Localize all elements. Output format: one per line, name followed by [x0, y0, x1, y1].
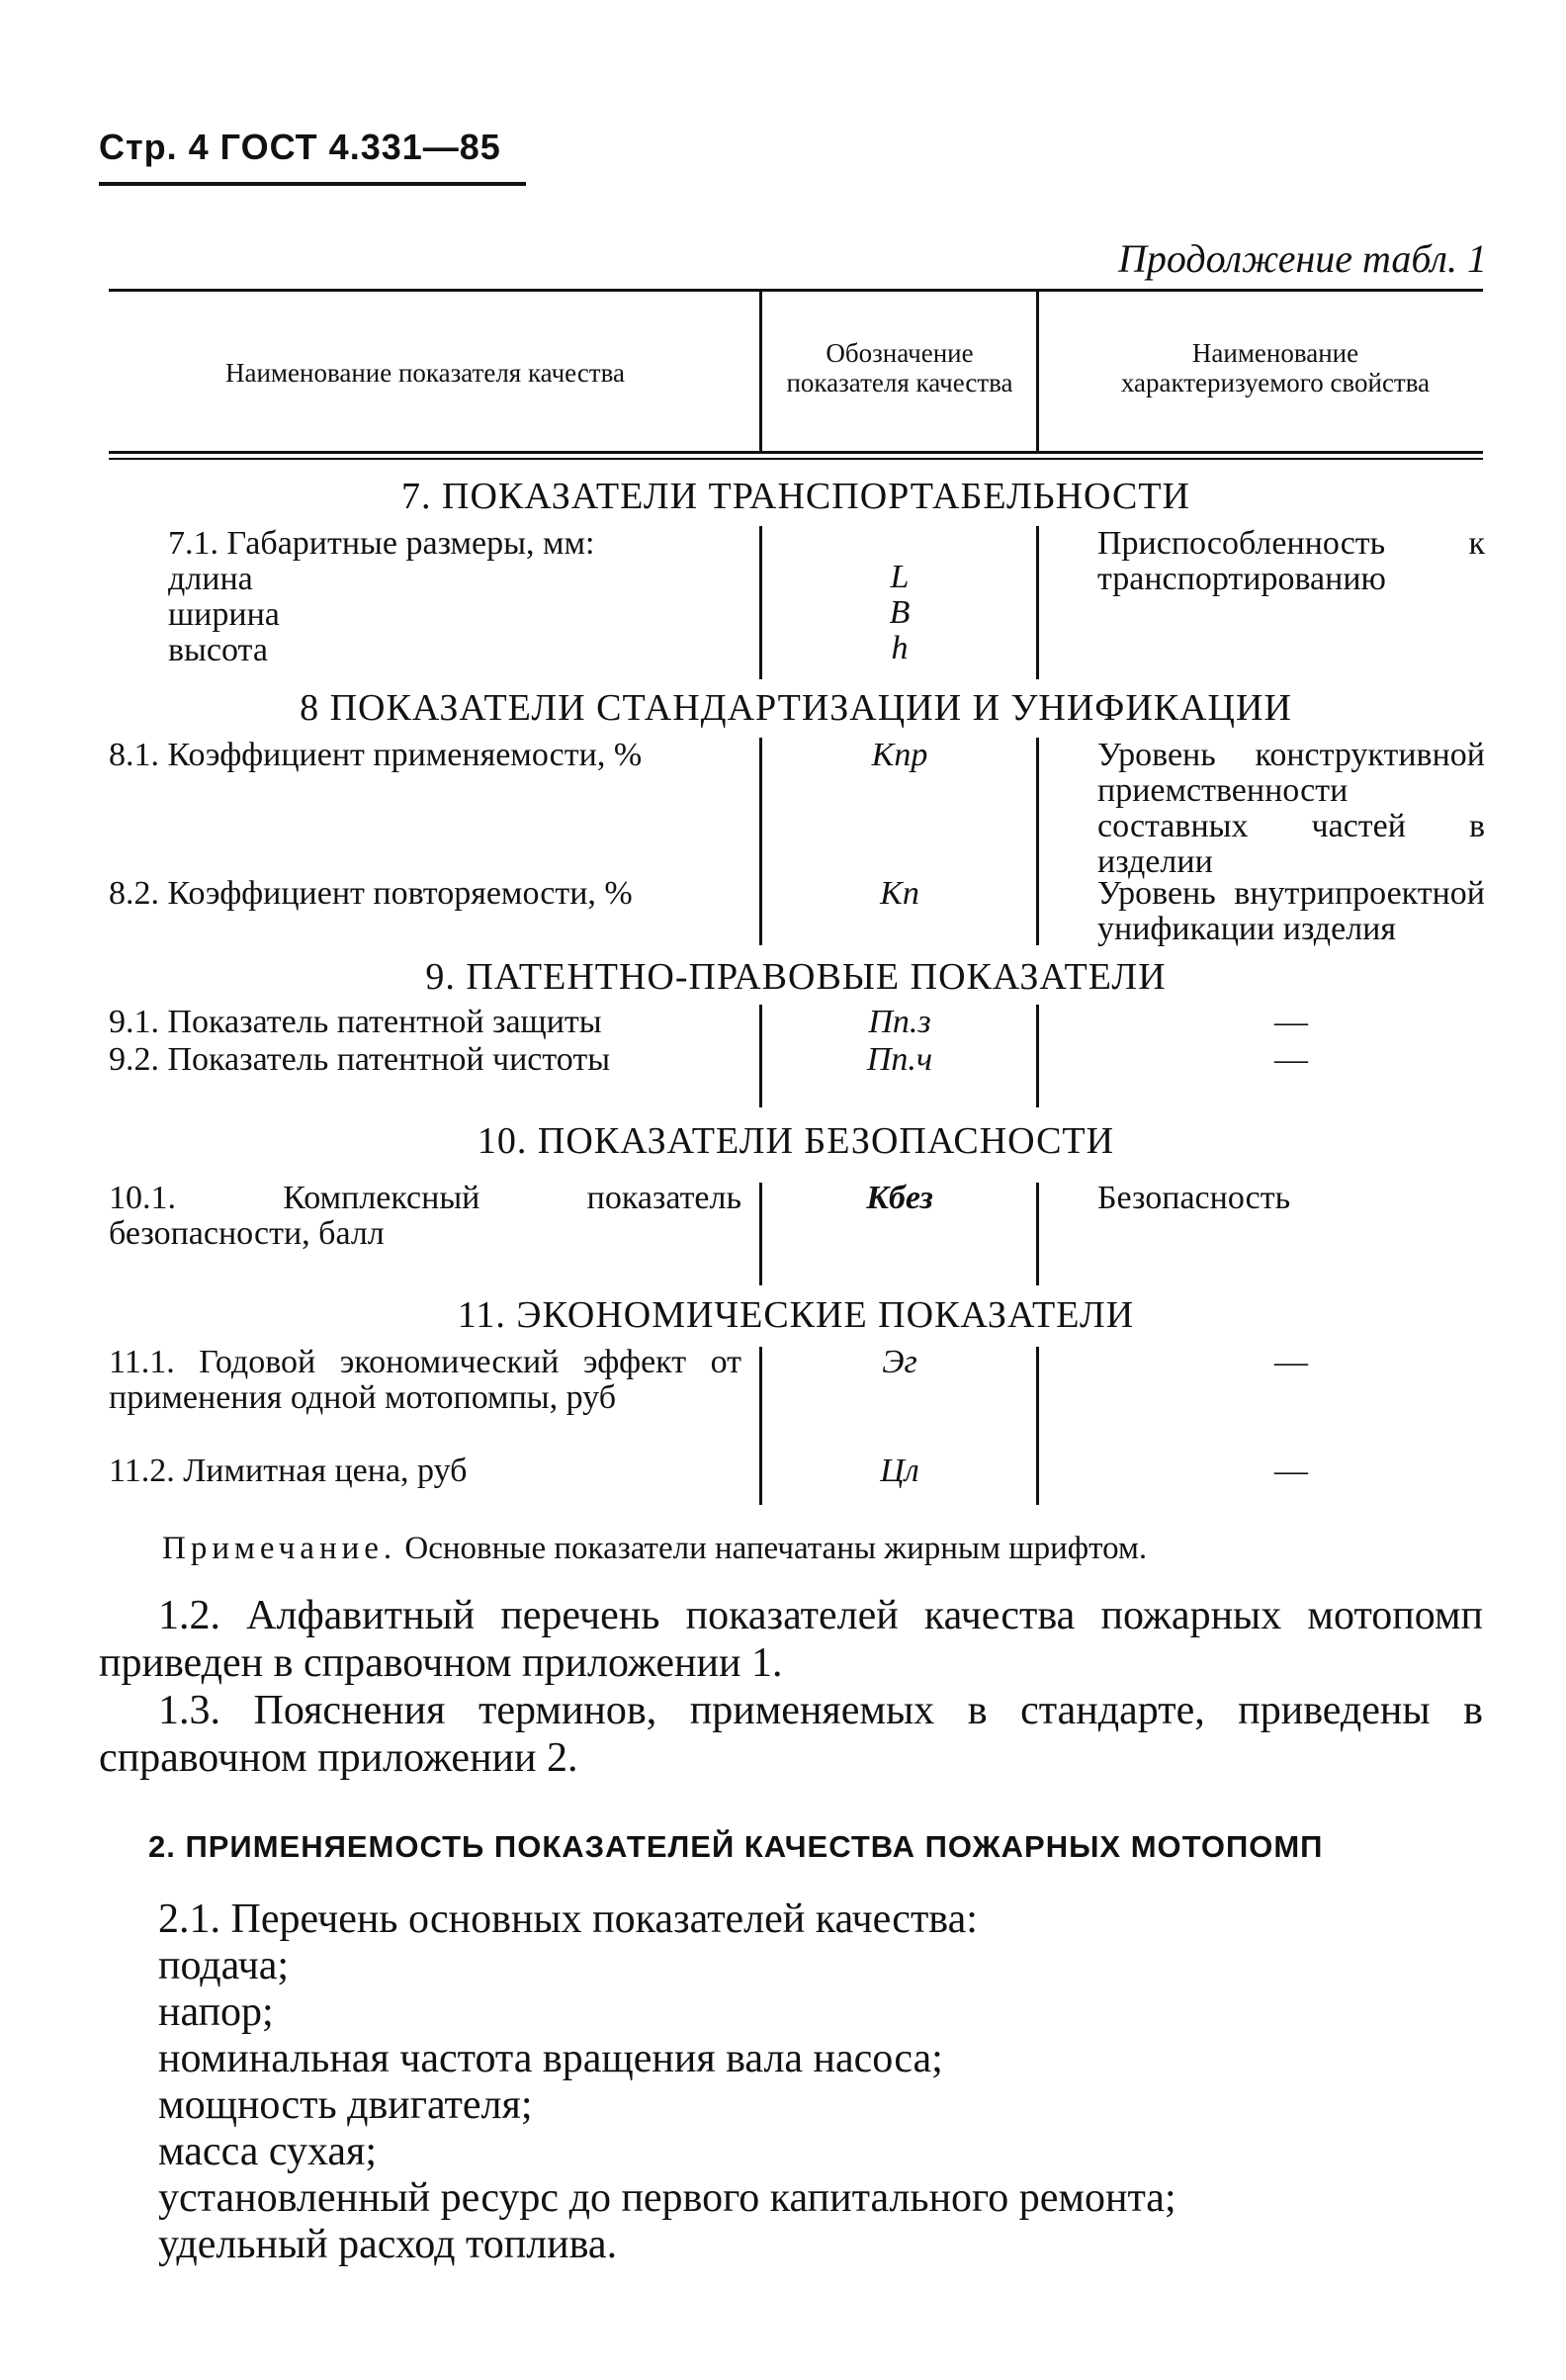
- note-text: Основные показатели напечатаны жирным шрифтом.: [404, 1531, 1148, 1566]
- divider-10-a: [759, 1183, 762, 1285]
- row-11-2-name: 11.2. Лимитная цена, руб: [109, 1453, 468, 1489]
- header-bottom-rule-2: [109, 458, 1483, 460]
- row-7-1-name: [109, 526, 741, 668]
- row-8-2-name: 8.2. Коэффициент повторяемости, %: [109, 875, 633, 912]
- row-7-1-property: Приспособленность к транспортированию: [1097, 525, 1485, 597]
- row-7-1-sub-height: высота: [168, 632, 268, 668]
- header-divider-1: [759, 291, 762, 451]
- list-item: установленный ресурс до первого капитального ремонта;: [158, 2175, 1176, 2221]
- list-item: мощность двигателя;: [158, 2082, 533, 2128]
- row-8-1-symbol: Kпр: [871, 737, 928, 773]
- list-item: масса сухая;: [158, 2129, 378, 2174]
- divider-7-a: [759, 526, 762, 679]
- note-label: Примечание.: [162, 1531, 397, 1566]
- section-title-10: 10. ПОКАЗАТЕЛИ БЕЗОПАСНОСТИ: [477, 1120, 1115, 1162]
- list-intro: 2.1. Перечень основных показателей качества:: [158, 1896, 978, 1942]
- col-header-name: Наименование показателя качества: [225, 358, 625, 388]
- table-continuation-label: Продолжение табл. 1: [1117, 236, 1487, 281]
- divider-8-a: [759, 738, 762, 945]
- symbol-height: h: [891, 630, 909, 666]
- divider-11-a: [759, 1347, 762, 1505]
- row-9-2-symbol: Пп.ч: [866, 1041, 933, 1078]
- header-divider-2: [1036, 291, 1039, 451]
- page-header: Стр. 4 ГОСТ 4.331—85: [99, 127, 501, 167]
- row-11-1-symbol: Эг: [882, 1344, 917, 1380]
- row-11-1-name: 11.1. Годовой экономический эффект от применения одной мотопомпы, руб: [109, 1344, 741, 1416]
- divider-9-b: [1036, 1005, 1039, 1107]
- header-underline: [99, 182, 526, 186]
- list-item: удельный расход топлива.: [158, 2222, 618, 2267]
- symbol-length: L: [890, 559, 910, 595]
- row-9-1-symbol: Пп.з: [868, 1004, 931, 1040]
- row-9-1-property: —: [1274, 1004, 1308, 1040]
- header-bottom-rule-1: [109, 451, 1483, 454]
- divider-8-b: [1036, 738, 1039, 945]
- row-10-1-name: 10.1. Комплексный показатель безопасности, балл: [109, 1180, 741, 1252]
- row-8-1-name: 8.1. Коэффициент применяемости, %: [109, 737, 643, 773]
- row-11-2-property: —: [1274, 1453, 1308, 1489]
- row-7-1-sub-width: ширина: [168, 596, 280, 633]
- row-9-2-property: —: [1274, 1041, 1308, 1078]
- divider-7-b: [1036, 526, 1039, 679]
- section-2-heading: 2. ПРИМЕНЯЕМОСТЬ ПОКАЗАТЕЛЕЙ КАЧЕСТВА ПОЖАРНЫХ МОТОПОМП: [148, 1829, 1324, 1864]
- row-8-2-symbol: Kп: [880, 875, 919, 912]
- section-title-8: 8 ПОКАЗАТЕЛИ СТАНДАРТИЗАЦИИ И УНИФИКАЦИИ: [300, 687, 1292, 729]
- section-title-7: 7. ПОКАЗАТЕЛИ ТРАНСПОРТАБЕЛЬНОСТИ: [401, 476, 1190, 517]
- paragraph-1-2: 1.2. Алфавитный перечень показателей качества пожарных мотопомп приведен в справочном приложении 1.: [99, 1593, 1483, 1686]
- row-11-2-symbol: Цл: [880, 1453, 919, 1489]
- row-7-1-symbols: [766, 560, 1033, 666]
- row-10-1-property: Безопасность: [1097, 1180, 1291, 1216]
- section-title-11: 11. ЭКОНОМИЧЕСКИЕ ПОКАЗАТЕЛИ: [457, 1294, 1135, 1336]
- symbol-width: B: [889, 594, 911, 631]
- row-9-2-name: 9.2. Показатель патентной чистоты: [109, 1041, 611, 1078]
- row-9-1-name: 9.1. Показатель патентной защиты: [109, 1004, 602, 1040]
- row-8-1-property: Уровень конструктивной приемственности составных частей в изделии: [1097, 737, 1485, 880]
- row-8-2-property: Уровень внутрипроектной унификации изделия: [1097, 875, 1485, 947]
- section-title-9: 9. ПАТЕНТНО-ПРАВОВЫЕ ПОКАЗАТЕЛИ: [425, 956, 1167, 998]
- list-item: номинальная частота вращения вала насоса;: [158, 2036, 943, 2081]
- divider-11-b: [1036, 1347, 1039, 1505]
- list-item: подача;: [158, 1943, 290, 1988]
- list-item: напор;: [158, 1989, 274, 2035]
- col-header-symbol: Обозначение показателя качества: [786, 338, 1013, 397]
- table-note: [162, 1531, 1147, 1567]
- row-11-1-property: —: [1274, 1344, 1308, 1380]
- row-7-1-label: 7.1. Габаритные размеры, мм:: [168, 525, 595, 562]
- table-top-rule: [109, 289, 1483, 292]
- quality-indicators-list: [158, 1896, 1176, 2268]
- divider-10-b: [1036, 1183, 1039, 1285]
- row-10-1-symbol: Kбез: [866, 1180, 933, 1216]
- divider-9-a: [759, 1005, 762, 1107]
- row-7-1-sub-length: длина: [168, 561, 253, 597]
- col-header-property: Наименование характеризуемого свойства: [1120, 338, 1431, 397]
- paragraph-1-3: 1.3. Пояснения терминов, применяемых в стандарте, приведены в справочном приложении 2.: [99, 1688, 1483, 1781]
